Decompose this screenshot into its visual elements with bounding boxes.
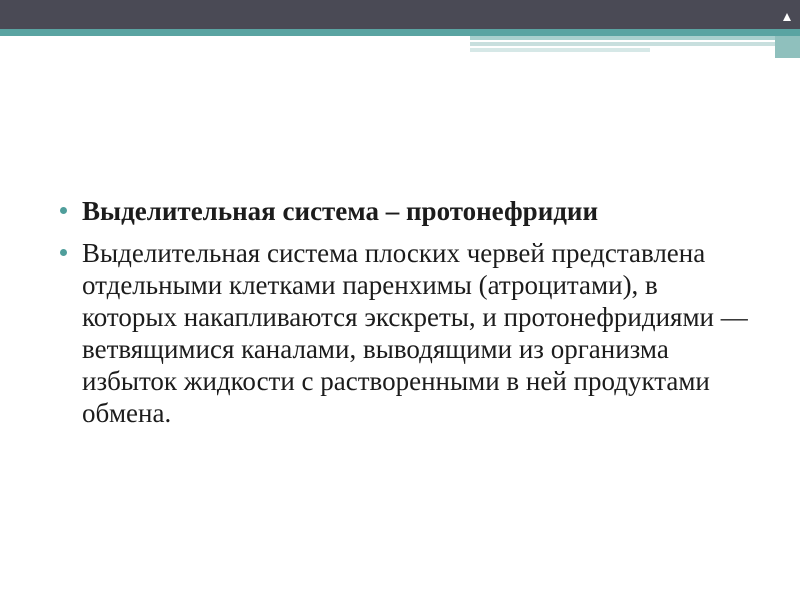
bullet-text: Выделительная система – протонефридии <box>82 196 599 226</box>
bullet-item-description <box>58 237 758 429</box>
slide-body <box>58 195 758 429</box>
header-bar <box>0 0 800 29</box>
bullet-item-title <box>58 195 758 227</box>
bullet-icon <box>60 249 67 256</box>
bullet-text: Выделительная система плоских червей представлена отдельными клетками паренхимы (атроцитами), в которых накапливаются экскреты, и протонефридиями — ветвящимися каналами, выводящими из организма избыток жидкости с растворенными в ней продуктами обмена. <box>82 238 748 428</box>
triangle-icon <box>783 13 791 21</box>
bullet-icon <box>60 207 67 214</box>
header-stripe <box>470 48 650 52</box>
header-corner-block <box>775 36 800 58</box>
header-stripe <box>470 42 800 46</box>
header-accent-band <box>0 29 800 36</box>
header-stripe <box>470 36 800 40</box>
